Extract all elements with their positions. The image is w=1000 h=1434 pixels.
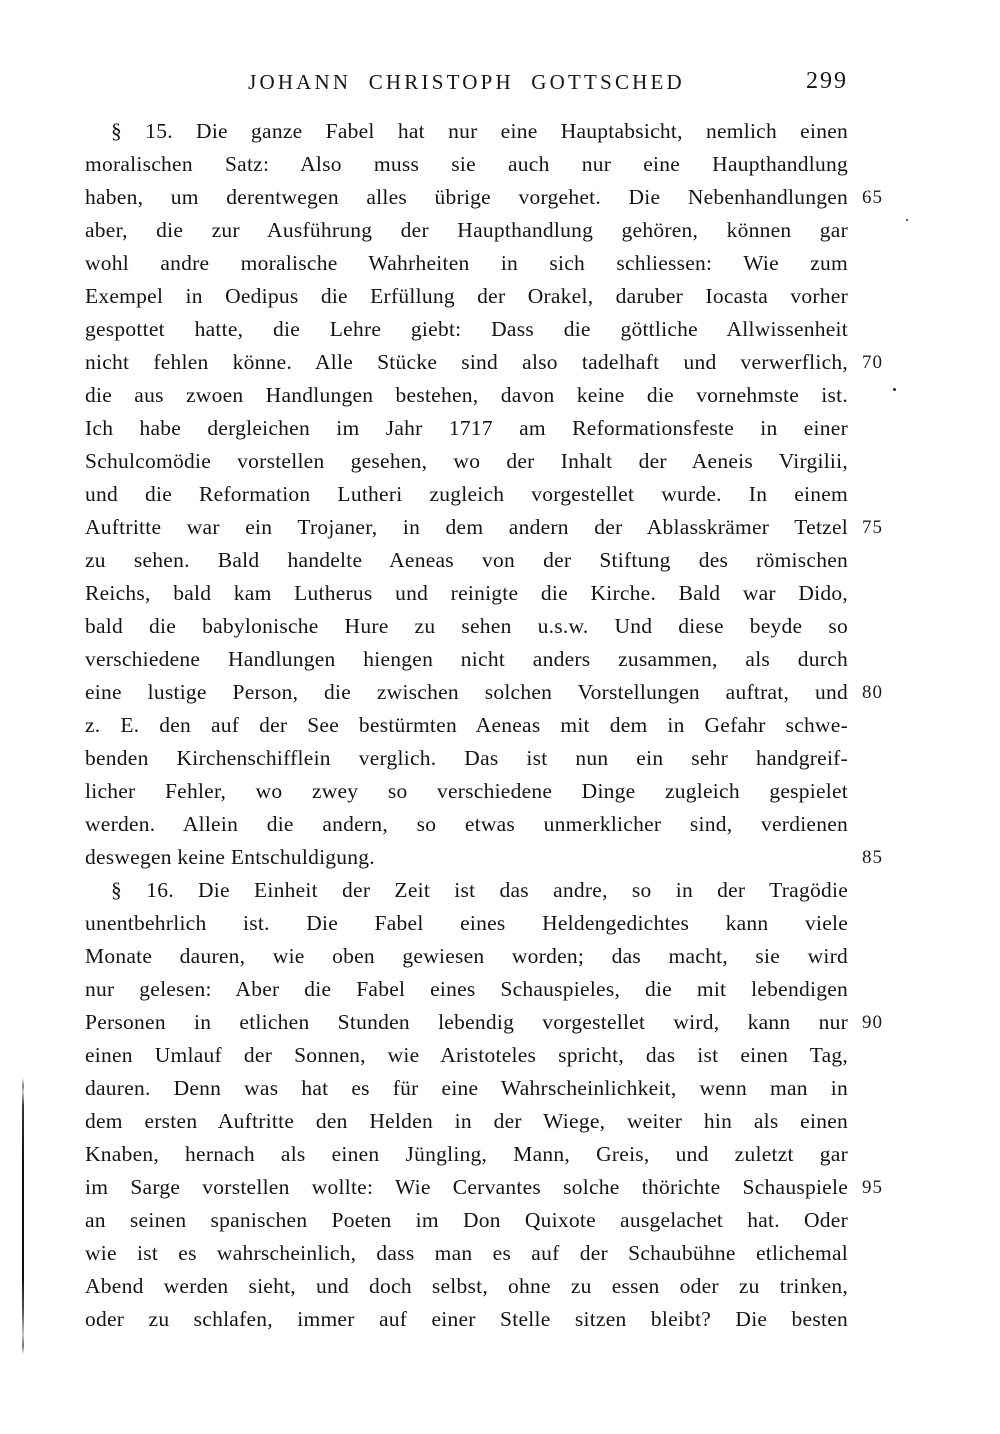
text-line bbox=[85, 907, 848, 940]
text-line-content: wie ist es wahrscheinlich, dass man es auf der Schaubühne etlichemal bbox=[85, 1241, 848, 1265]
text-line-content: zu sehen. Bald handelte Aeneas von der Stiftung des römischen bbox=[85, 548, 848, 572]
text-line bbox=[85, 1039, 848, 1072]
text-line bbox=[85, 973, 848, 1006]
text-line-content: deswegen keine Entschuldigung. bbox=[85, 845, 375, 869]
text-line bbox=[85, 940, 848, 973]
text-line-content: Reichs, bald kam Lutherus und reinigte die Kirche. Bald war Dido, bbox=[85, 581, 848, 605]
text-line bbox=[85, 379, 848, 412]
text-line-content: oder zu schlafen, immer auf einer Stelle sitzen bleibt? Die besten bbox=[85, 1307, 848, 1331]
text-line bbox=[85, 544, 848, 577]
text-line bbox=[85, 1204, 848, 1237]
text-line bbox=[85, 1303, 848, 1336]
text-line-content: werden. Allein die andern, so etwas unmerklicher sind, verdienen bbox=[85, 812, 848, 836]
text-line-content: Ich habe dergleichen im Jahr 1717 am Reformationsfeste in einer bbox=[85, 416, 848, 440]
text-line bbox=[85, 577, 848, 610]
text-line bbox=[85, 313, 848, 346]
text-line bbox=[85, 247, 848, 280]
line-number: 90 bbox=[862, 1012, 883, 1033]
text-line bbox=[85, 412, 848, 445]
line-number: 85 bbox=[862, 847, 883, 868]
text-line-content: nicht fehlen könne. Alle Stücke sind also tadelhaft und verwerflich, bbox=[85, 350, 848, 374]
text-line bbox=[85, 1237, 848, 1270]
text-line bbox=[85, 478, 848, 511]
text-line-content: aber, die zur Ausführung der Haupthandlung gehören, können gar bbox=[85, 218, 848, 242]
text-line-content: die aus zwoen Handlungen bestehen, davon keine die vornehmste ist. bbox=[85, 383, 848, 407]
text-line-content: z. E. den auf der See bestürmten Aeneas mit dem in Gefahr schwe- bbox=[85, 713, 848, 737]
text-line bbox=[85, 709, 848, 742]
text-line-content: haben, um derentwegen alles übrige vorgehet. Die Nebenhandlungen bbox=[85, 185, 848, 209]
scan-speck bbox=[906, 219, 908, 221]
running-header bbox=[85, 70, 848, 102]
text-line-content: Abend werden sieht, und doch selbst, ohne zu essen oder zu trinken, bbox=[85, 1274, 848, 1298]
text-line bbox=[85, 742, 848, 775]
line-number: 80 bbox=[862, 682, 883, 703]
text-line-content: Personen in etlichen Stunden lebendig vorgestellet wird, kann nur bbox=[85, 1010, 848, 1034]
text-line bbox=[85, 181, 883, 214]
text-line bbox=[85, 214, 848, 247]
text-line bbox=[85, 1138, 848, 1171]
scan-speck bbox=[893, 388, 896, 391]
text-line bbox=[85, 841, 883, 874]
text-line-content: unentbehrlich ist. Die Fabel eines Heldengedichtes kann viele bbox=[85, 911, 848, 935]
margin-mark-line bbox=[22, 1078, 24, 1354]
text-line-content: Auftritte war ein Trojaner, in dem andern der Ablasskrämer Tetzel bbox=[85, 515, 848, 539]
text-line bbox=[85, 115, 848, 148]
text-line-content: § 15. Die ganze Fabel hat nur eine Hauptabsicht, nemlich einen bbox=[111, 119, 848, 143]
line-number: 70 bbox=[862, 352, 883, 373]
text-line bbox=[85, 280, 848, 313]
text-line-content: einen Umlauf der Sonnen, wie Aristoteles spricht, das ist einen Tag, bbox=[85, 1043, 848, 1067]
text-line bbox=[85, 1270, 848, 1303]
text-line bbox=[85, 643, 848, 676]
text-line bbox=[85, 148, 848, 181]
running-header-title: JOHANN CHRISTOPH GOTTSCHED bbox=[248, 70, 685, 94]
text-line-content: verschiedene Handlungen hiengen nicht anders zusammen, als durch bbox=[85, 647, 848, 671]
line-number: 75 bbox=[862, 517, 883, 538]
text-line bbox=[85, 1105, 848, 1138]
text-line-content: nur gelesen: Aber die Fabel eines Schauspieles, die mit lebendigen bbox=[85, 977, 848, 1001]
text-line bbox=[85, 1171, 883, 1204]
page-number: 299 bbox=[806, 68, 848, 94]
text-line-content: Knaben, hernach als einen Jüngling, Mann, Greis, und zuletzt gar bbox=[85, 1142, 848, 1166]
text-line-content: bald die babylonische Hure zu sehen u.s.w. Und diese beyde so bbox=[85, 614, 848, 638]
text-line bbox=[85, 346, 883, 379]
text-line bbox=[85, 1072, 848, 1105]
text-line-content: gespottet hatte, die Lehre giebt: Dass die göttliche Allwissenheit bbox=[85, 317, 848, 341]
text-line bbox=[85, 676, 883, 709]
text-line-content: Exempel in Oedipus die Erfüllung der Orakel, daruber Iocasta vorher bbox=[85, 284, 848, 308]
line-number: 95 bbox=[862, 1177, 883, 1198]
text-line-content: benden Kirchenschifflein verglich. Das ist nun ein sehr handgreif- bbox=[85, 746, 848, 770]
text-line-content: dem ersten Auftritte den Helden in der Wiege, weiter hin als einen bbox=[85, 1109, 848, 1133]
text-line-content: § 16. Die Einheit der Zeit ist das andre, so in der Tragödie bbox=[111, 878, 848, 902]
text-line-content: und die Reformation Lutheri zugleich vorgestellet wurde. In einem bbox=[85, 482, 848, 506]
text-line bbox=[85, 445, 848, 478]
text-line bbox=[85, 1006, 883, 1039]
text-line bbox=[85, 775, 848, 808]
text-line-content: dauren. Denn was hat es für eine Wahrscheinlichkeit, wenn man in bbox=[85, 1076, 848, 1100]
text-line-content: moralischen Satz: Also muss sie auch nur eine Haupthandlung bbox=[85, 152, 848, 176]
text-line-content: Monate dauren, wie oben gewiesen worden; das macht, sie wird bbox=[85, 944, 848, 968]
text-line-content: an seinen spanischen Poeten im Don Quixote ausgelachet hat. Oder bbox=[85, 1208, 848, 1232]
line-number: 65 bbox=[862, 187, 883, 208]
text-line bbox=[85, 511, 883, 544]
text-line-content: im Sarge vorstellen wollte: Wie Cervantes solche thörichte Schauspiele bbox=[85, 1175, 848, 1199]
text-line bbox=[85, 610, 848, 643]
text-line-content: licher Fehler, wo zwey so verschiedene Dinge zugleich gespielet bbox=[85, 779, 848, 803]
text-block bbox=[85, 115, 883, 1336]
text-line bbox=[85, 874, 848, 907]
text-line-content: eine lustige Person, die zwischen solchen Vorstellungen auftrat, und bbox=[85, 680, 848, 704]
text-line-content: wohl andre moralische Wahrheiten in sich schliessen: Wie zum bbox=[85, 251, 848, 275]
text-line-content: Schulcomödie vorstellen gesehen, wo der Inhalt der Aeneis Virgilii, bbox=[85, 449, 848, 473]
text-line bbox=[85, 808, 848, 841]
